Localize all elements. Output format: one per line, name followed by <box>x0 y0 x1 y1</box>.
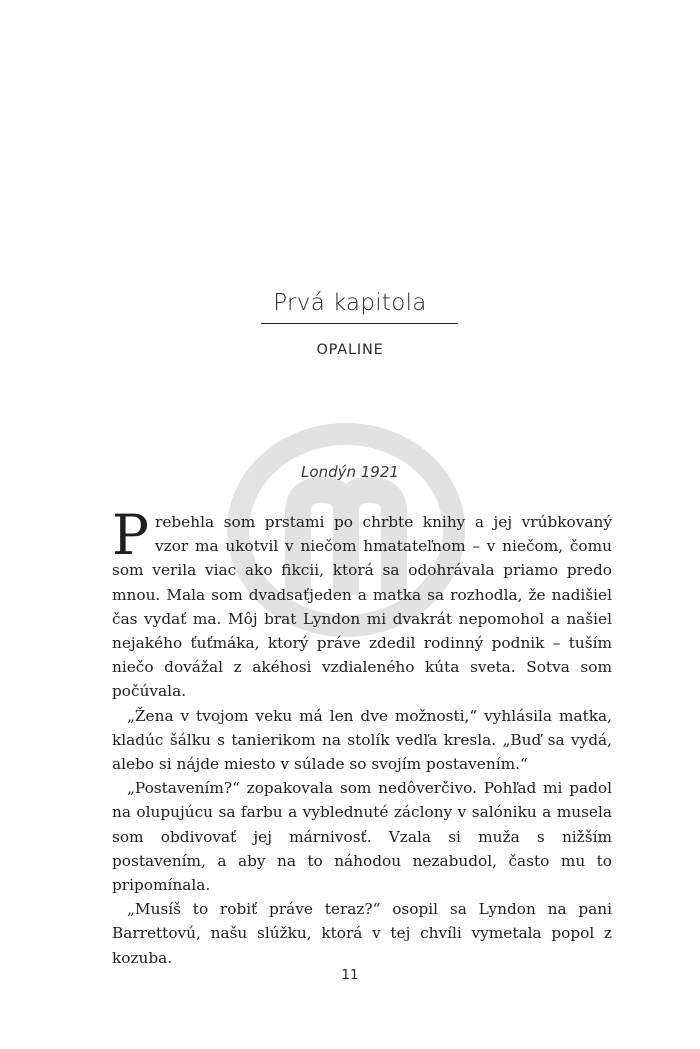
chapter-subtitle: OPALINE <box>316 342 384 358</box>
body-text <box>112 503 612 970</box>
drop-cap: P <box>112 503 150 567</box>
paragraph-1 <box>112 503 612 704</box>
chapter-title: Prvá kapitola <box>273 290 427 316</box>
title-rule <box>261 323 458 324</box>
paragraph-1-text: rebehla som prstami po chrbte knihy a jej vrúbkovaný vzor ma ukotvil v niečom hmatateľnom – v niečom, čomu som verila viac ako fikcii, ktorá sa odohrávala priamo predo mnou. Mala som dvadsaťjeden a matka sa rozhodla, že nadišiel čas vydať ma. Môj brat Lyndon mi dvakrát nepomohol a našiel nejakého ťuťmáka, ktorý práve zdedil rodinný podnik – tuším niečo dovážal z akéhosi vzdialeného kúta sveta. Sotva som počúvala. <box>112 513 612 701</box>
paragraph-2: „Žena v tvojom veku má len dve možnosti,“ vyhlásila matka, kladúc šálku s tanierikom na stolík vedľa kresla. „Buď sa vydá, alebo si nájde miesto v súlade so svojím postavením.“ <box>112 706 612 774</box>
paragraph-4: „Musíš to robiť práve teraz?“ osopil sa Lyndon na pani Barrettovú, našu slúžku, ktorá v tej chvíli vymetala popol z kozuba. <box>112 900 612 967</box>
place-date: Londýn 1921 <box>301 463 399 481</box>
page-number: 11 <box>341 967 359 983</box>
paragraph-3: „Postavením?“ zopakovala som nedôverčivo. Pohľad mi padol na olupujúcu sa farbu a vyblednuté záclony v salóniku a musela som obdivovať jej márnivosť. Vzala si muža s nižším postavením, a aby na to náhodou nezabudol, často mu to pripomínala. <box>112 779 612 895</box>
